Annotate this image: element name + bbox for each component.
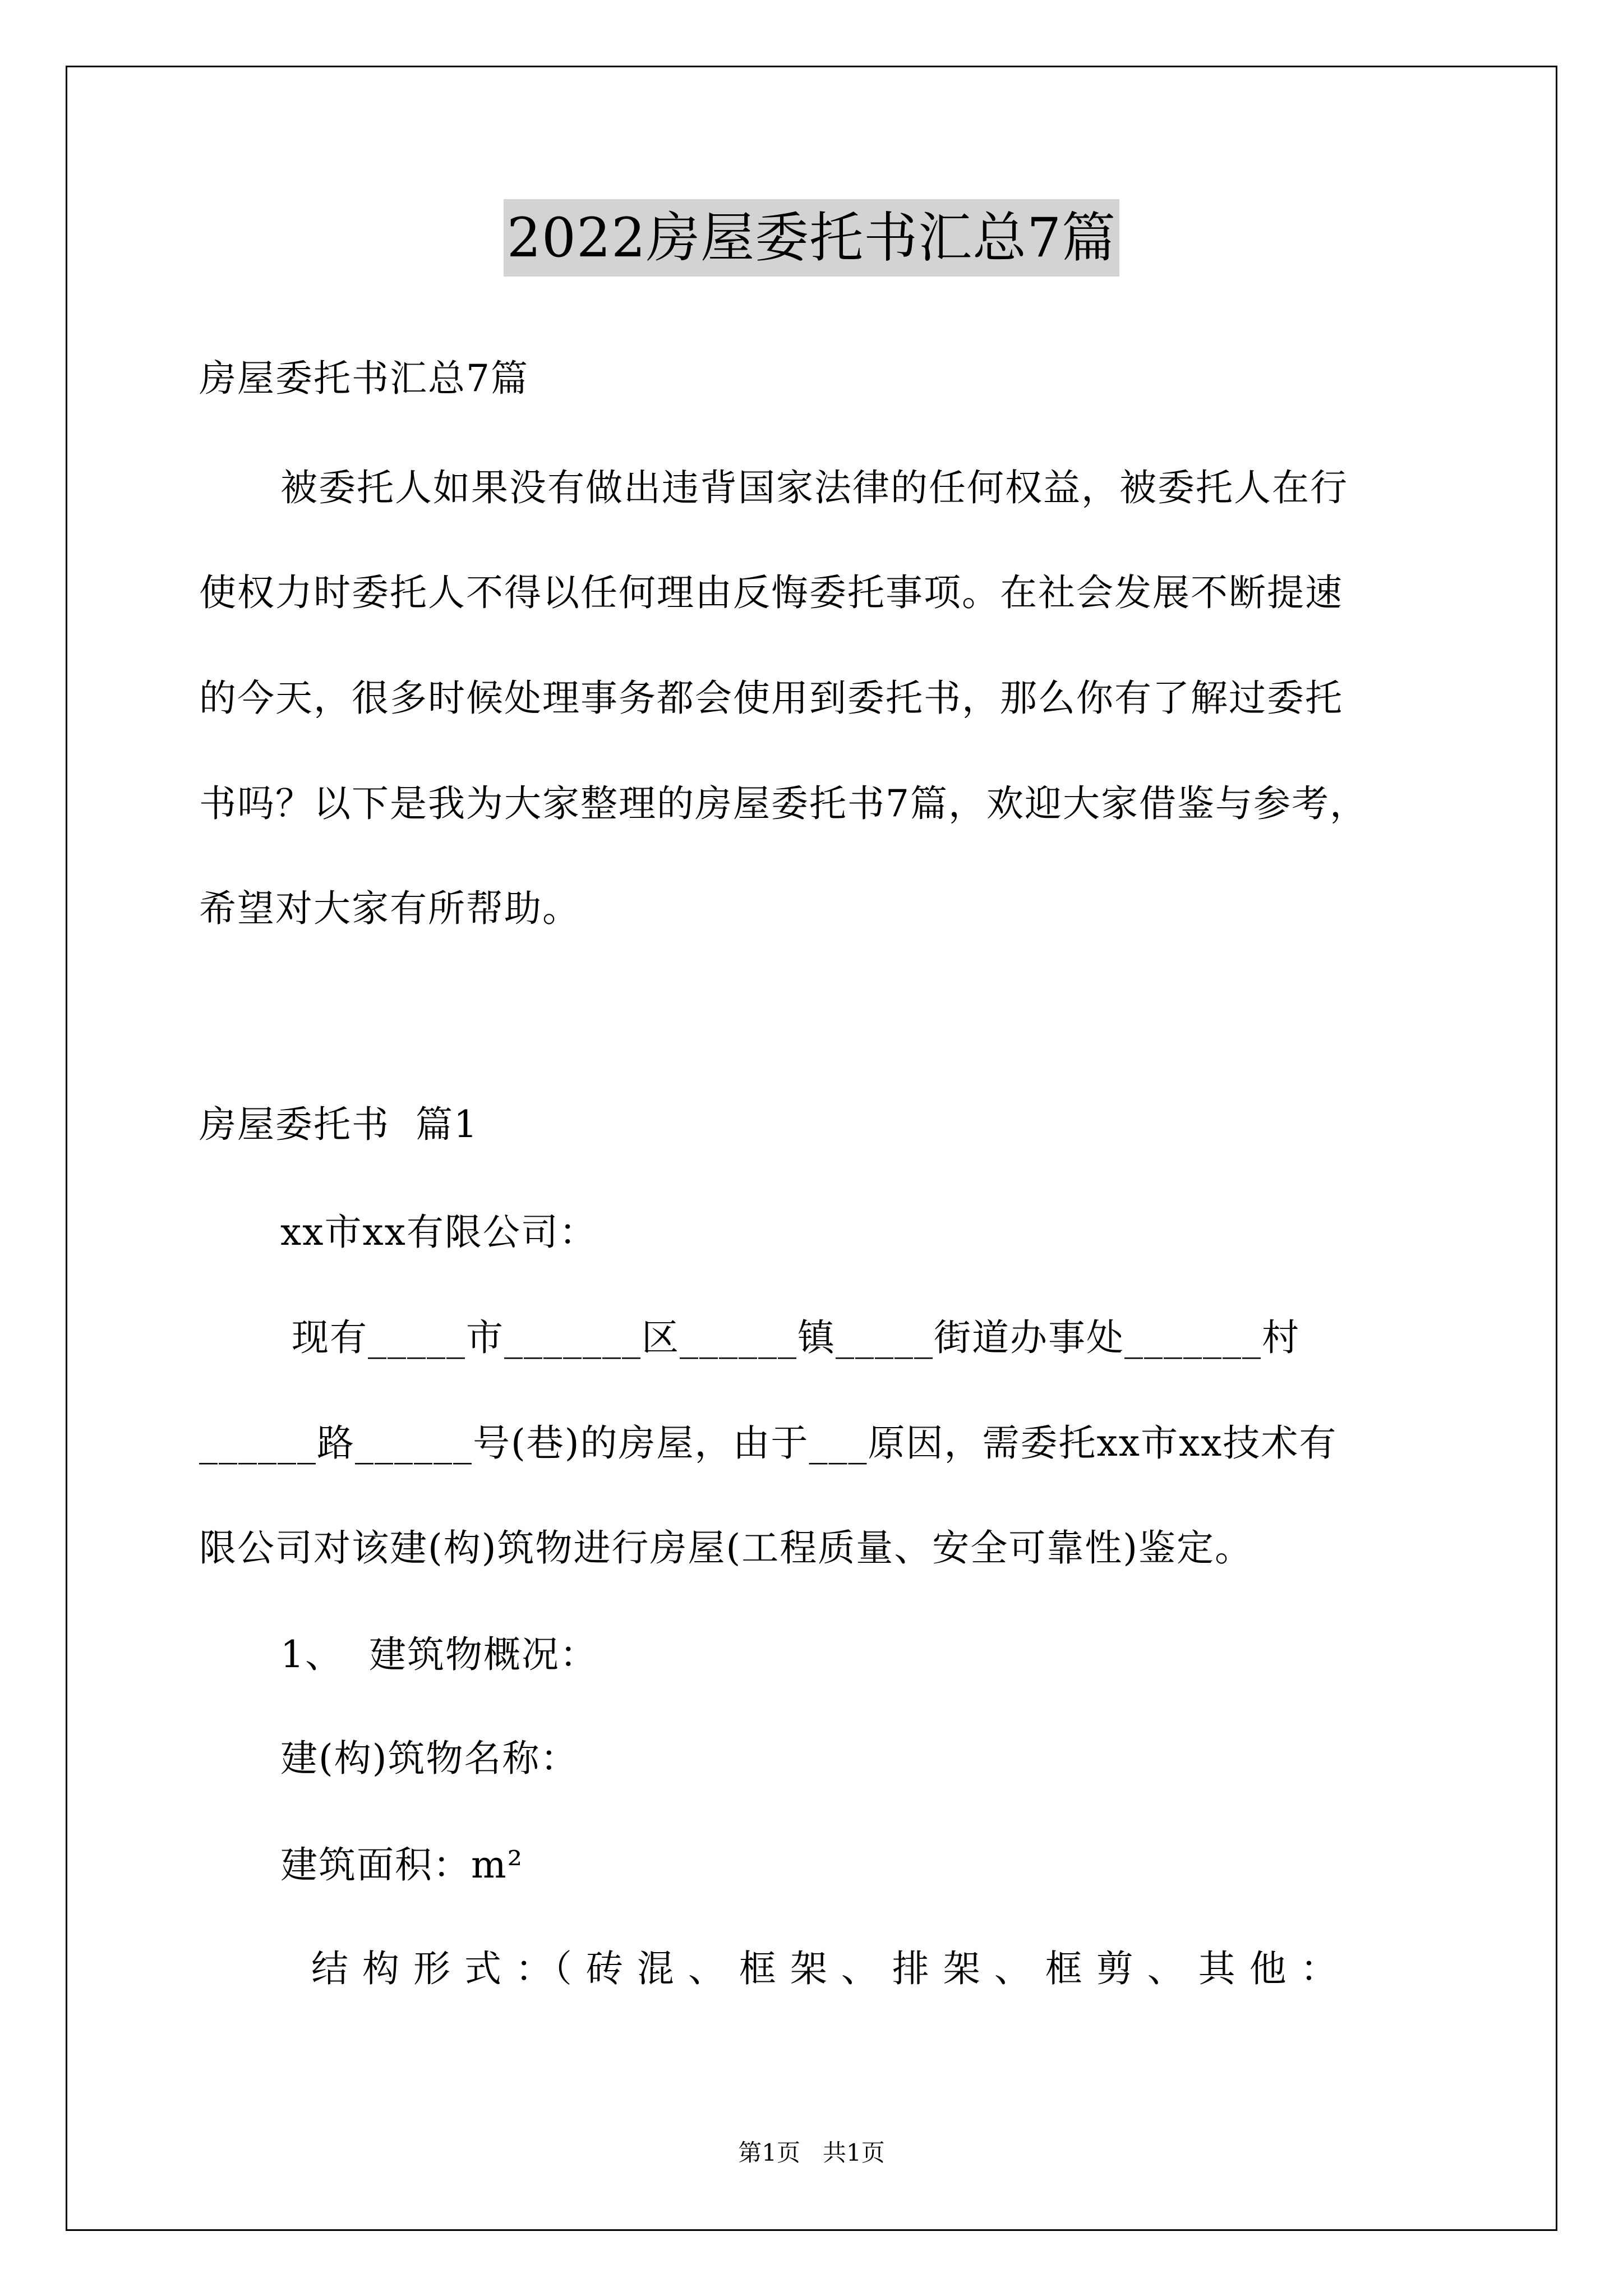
- page-footer: 第1页 共1页: [738, 2139, 885, 2166]
- form-field-label: 结 构 形 式 ：（ 砖 混 、 框 架 、 排 架 、 框 剪 、 其 他 ：: [311, 1947, 1339, 1990]
- paragraph-line: 希望对大家有所帮助。: [199, 887, 580, 930]
- paragraph-line: 限公司对该建(构)筑物进行房屋(工程质量、安全可靠性)鉴定。: [199, 1526, 1253, 1570]
- paragraph-line: 的今天，很多时候处理事务都会使用到委托书，那么你有了解过委托: [199, 677, 1343, 720]
- paragraph-line: ______路______号(巷)的房屋，由于___原因，需委托xx市xx技术有: [199, 1421, 1338, 1465]
- paragraph-line: 被委托人如果没有做出违背国家法律的任何权益，被委托人在行: [280, 466, 1348, 509]
- form-field-label: 建筑面积：m²: [280, 1843, 524, 1887]
- paragraph-line: 现有_____市_______区______镇_____街道办事处_______村: [292, 1316, 1300, 1359]
- section-heading: 房屋委托书 篇1: [199, 1103, 478, 1146]
- paragraph-line: 书吗？以下是我为大家整理的房屋委托书7篇，欢迎大家借鉴与参考，: [199, 782, 1368, 825]
- document-title: 2022房屋委托书汇总7篇: [504, 199, 1119, 277]
- title-wrap: [0, 199, 1623, 277]
- subtitle: 房屋委托书汇总7篇: [199, 357, 529, 400]
- addressee: xx市xx有限公司：: [280, 1211, 597, 1254]
- form-field-label: 建(构)筑物名称：: [280, 1737, 579, 1780]
- list-item: 1、 建筑物概况：: [280, 1633, 598, 1676]
- paragraph-line: 使权力时委托人不得以任何理由反悔委托事项。在社会发展不断提速: [199, 571, 1343, 614]
